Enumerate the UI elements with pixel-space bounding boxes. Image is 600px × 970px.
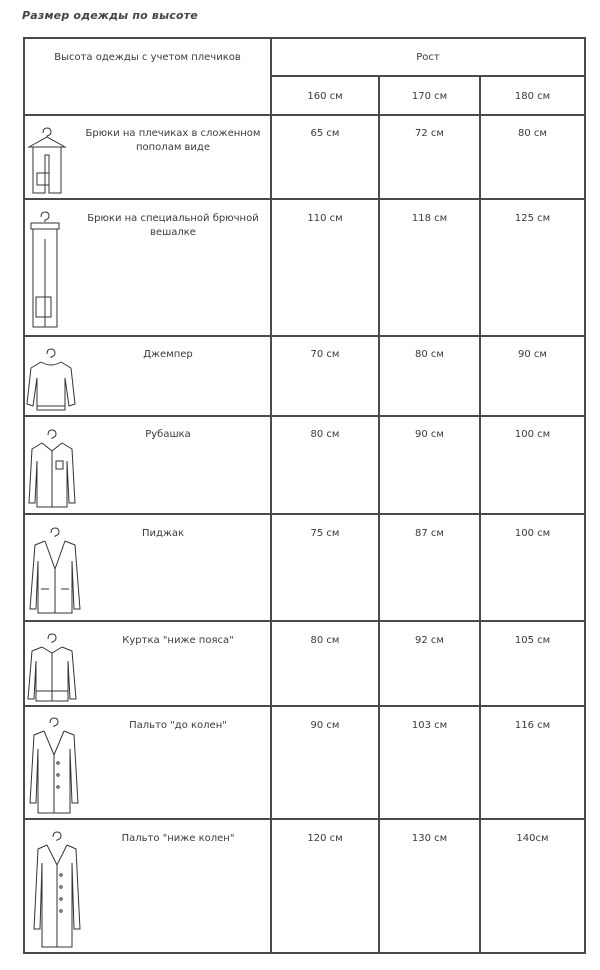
table-border-right bbox=[584, 37, 586, 954]
row-label-line: пополам виде bbox=[135, 142, 210, 153]
header-height-group: Рост bbox=[416, 52, 440, 63]
row-label-line: вешалке bbox=[150, 227, 196, 238]
table-border-top bbox=[23, 37, 586, 39]
value-170: 118 см bbox=[411, 213, 448, 224]
row-label-line: Брюки на специальной брючной bbox=[87, 213, 259, 224]
column-divider bbox=[378, 75, 380, 954]
value-160: 110 см bbox=[307, 213, 343, 224]
jacket-icon bbox=[27, 525, 83, 617]
short-jacket-icon bbox=[26, 631, 78, 705]
value-180: 80 см bbox=[518, 128, 547, 139]
row-label bbox=[78, 212, 268, 240]
trousers-clip-hanger-icon bbox=[27, 209, 63, 331]
value-170: 90 см bbox=[415, 429, 444, 440]
value-180: 105 см bbox=[514, 635, 551, 646]
value-160: 90 см bbox=[310, 720, 340, 731]
row-label bbox=[58, 832, 298, 846]
value-160: 65 см bbox=[310, 128, 340, 139]
row-label-line: Куртка "ниже пояса" bbox=[122, 635, 234, 646]
value-160: 75 см bbox=[310, 528, 340, 539]
row-divider bbox=[23, 705, 586, 707]
page-title: Размер одежды по высоте bbox=[22, 9, 198, 22]
value-160: 80 см bbox=[310, 429, 340, 440]
header-height-160: 160 см bbox=[307, 91, 343, 102]
header-height-180: 180 см bbox=[514, 91, 551, 102]
value-180: 116 см bbox=[514, 720, 551, 731]
value-180: 100 см bbox=[514, 528, 551, 539]
row-divider bbox=[23, 818, 586, 820]
row-label bbox=[73, 428, 263, 442]
value-180: 100 см bbox=[514, 429, 551, 440]
row-divider bbox=[23, 620, 586, 622]
row-label bbox=[73, 348, 263, 362]
row-divider bbox=[23, 335, 586, 337]
value-170: 92 см bbox=[415, 635, 444, 646]
row-label bbox=[78, 127, 268, 155]
row-divider bbox=[23, 198, 586, 200]
row-label-line: Брюки на плечиках в сложенном bbox=[85, 128, 261, 139]
height-size-table bbox=[23, 37, 586, 954]
knee-coat-icon bbox=[28, 715, 80, 817]
value-170: 80 см bbox=[415, 349, 444, 360]
row-label-line: Пиджак bbox=[141, 528, 185, 539]
value-160: 120 см bbox=[307, 833, 343, 844]
value-180: 90 см bbox=[518, 349, 547, 360]
value-180: 125 см bbox=[514, 213, 551, 224]
row-divider bbox=[23, 513, 586, 515]
value-170: 103 см bbox=[411, 720, 448, 731]
row-divider bbox=[23, 114, 586, 116]
value-180: 140см bbox=[516, 833, 549, 844]
row-label bbox=[58, 719, 298, 733]
row-label-line: Пальто "до колен" bbox=[129, 720, 227, 731]
value-160: 80 см bbox=[310, 635, 340, 646]
row-label-line: Рубашка bbox=[145, 429, 191, 440]
shirt-icon bbox=[27, 427, 77, 511]
row-label-line: Джемпер bbox=[143, 349, 193, 360]
row-divider bbox=[23, 415, 586, 417]
value-170: 87 см bbox=[415, 528, 444, 539]
header-height-170: 170 см bbox=[411, 91, 448, 102]
value-170: 72 см bbox=[415, 128, 444, 139]
column-divider bbox=[479, 75, 481, 954]
value-160: 70 см bbox=[310, 349, 340, 360]
long-coat-icon bbox=[32, 829, 82, 951]
jumper-icon bbox=[25, 346, 77, 414]
value-170: 130 см bbox=[411, 833, 448, 844]
header-left-label: Высота одежды с учетом плечиков bbox=[54, 52, 241, 63]
row-label bbox=[58, 634, 298, 648]
folded-trousers-hanger-icon bbox=[25, 125, 69, 197]
row-label bbox=[68, 527, 258, 541]
row-label-line: Пальто "ниже колен" bbox=[121, 833, 235, 844]
header-group-divider bbox=[270, 75, 586, 77]
table-border-bottom bbox=[23, 952, 586, 954]
column-divider bbox=[270, 37, 272, 954]
